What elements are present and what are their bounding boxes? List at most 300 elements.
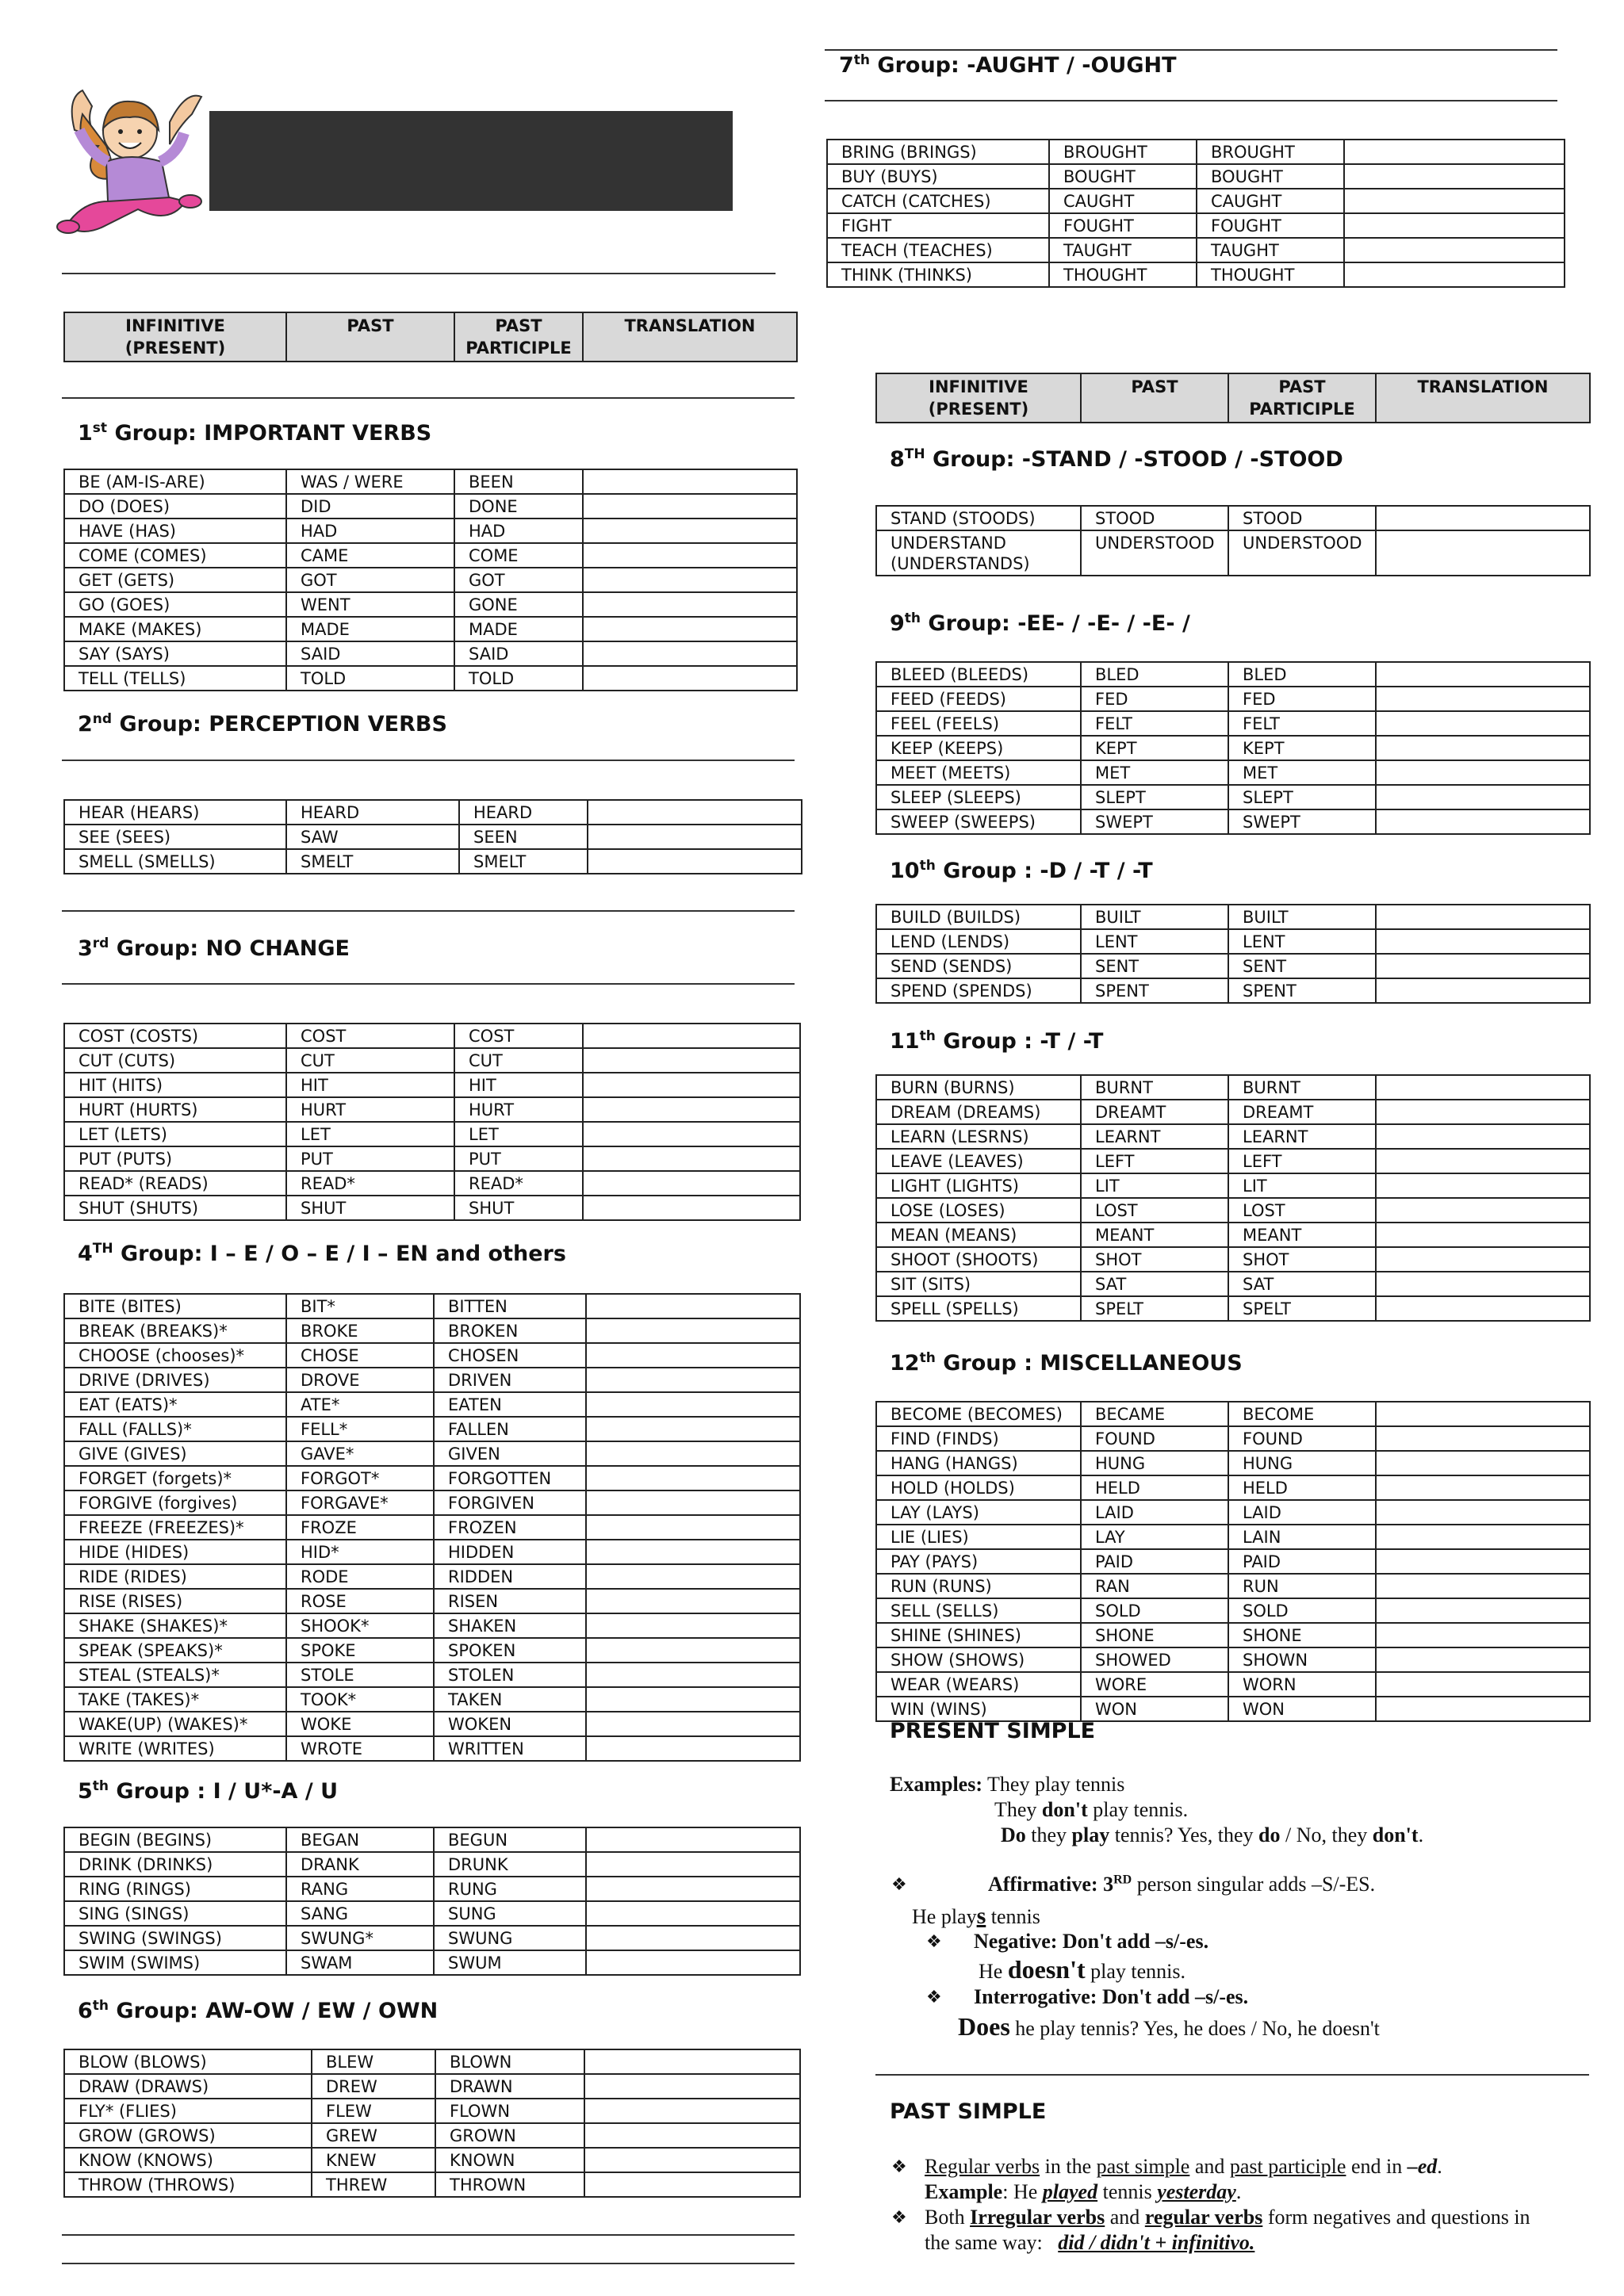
- column-header-left: [63, 312, 798, 362]
- verb-past: LIT: [1081, 1173, 1228, 1198]
- verb-infinitive: BRING (BRINGS): [827, 140, 1049, 164]
- diamond-bullet-icon: ❖: [926, 1987, 942, 2007]
- table-row: [64, 543, 797, 568]
- group-title-4: 4TH Group: I – E / O – E / I – EN and others: [78, 1241, 566, 1266]
- verb-past: FORGOT*: [286, 1466, 434, 1490]
- verb-past: DREW: [312, 2074, 435, 2099]
- verb-translation: [1376, 1549, 1590, 1574]
- table-row: [64, 1368, 800, 1392]
- table-row: [64, 2148, 800, 2172]
- verb-translation: [1344, 238, 1565, 262]
- verb-infinitive: BREAK (BREAKS)*: [64, 1318, 286, 1343]
- table-row: [827, 262, 1565, 287]
- table-row: [827, 189, 1565, 213]
- table-row: [64, 1024, 800, 1048]
- verb-past: SENT: [1081, 954, 1228, 978]
- verb-translation: [1376, 530, 1590, 576]
- verb-past: THOUGHT: [1049, 262, 1197, 287]
- present-simple-title: PRESENT SIMPLE: [890, 1719, 1096, 1743]
- verb-past: LET: [286, 1122, 454, 1146]
- verb-translation: [1376, 1598, 1590, 1623]
- verb-infinitive: FALL (FALLS)*: [64, 1417, 286, 1441]
- verb-past: RODE: [286, 1564, 434, 1589]
- verb-translation: [586, 1368, 800, 1392]
- header-past-participle: PAST PARTICIPLE: [1228, 373, 1376, 423]
- verb-infinitive: SWING (SWINGS): [64, 1926, 286, 1950]
- title-banner: [209, 111, 733, 211]
- verb-past: SMELT: [286, 849, 459, 874]
- header-infinitive: INFINITIVE (PRESENT): [64, 312, 286, 362]
- past-simple-title: PAST SIMPLE: [890, 2099, 1047, 2124]
- table-row: [64, 1441, 800, 1466]
- verb-translation: [583, 1196, 800, 1220]
- verb-past: SWAM: [286, 1950, 434, 1975]
- verb-infinitive: CUT (CUTS): [64, 1048, 286, 1073]
- verb-translation: [584, 2123, 800, 2148]
- table-row: [64, 849, 802, 874]
- verb-infinitive: LOSE (LOSES): [876, 1198, 1081, 1223]
- verb-past: DRANK: [286, 1852, 434, 1877]
- verb-past: HIT: [286, 1073, 454, 1097]
- verb-translation: [586, 1736, 800, 1761]
- verb-infinitive: COME (COMES): [64, 543, 286, 568]
- verb-past: WON: [1081, 1697, 1228, 1721]
- verb-past-participle: FROZEN: [434, 1515, 586, 1540]
- verb-infinitive: MEAN (MEANS): [876, 1223, 1081, 1247]
- verb-past: BECAME: [1081, 1402, 1228, 1426]
- verb-translation: [583, 617, 797, 641]
- header-translation: TRANSLATION: [583, 312, 797, 362]
- verb-past-participle: RISEN: [434, 1589, 586, 1613]
- verb-past-participle: FLOWN: [435, 2099, 584, 2123]
- verb-translation: [1376, 978, 1590, 1003]
- verb-translation: [1344, 213, 1565, 238]
- verb-infinitive: DRINK (DRINKS): [64, 1852, 286, 1877]
- table-row: [876, 1475, 1590, 1500]
- verb-past: SAID: [286, 641, 454, 666]
- verb-infinitive: TEACH (TEACHES): [827, 238, 1049, 262]
- verb-past: THREW: [312, 2172, 435, 2197]
- verb-translation: [586, 1687, 800, 1712]
- verb-translation: [583, 494, 797, 519]
- verb-past: WROTE: [286, 1736, 434, 1761]
- verb-past: HEARD: [286, 800, 459, 825]
- verb-past: LAID: [1081, 1500, 1228, 1525]
- verb-infinitive: WIN (WINS): [876, 1697, 1081, 1721]
- group-title-10: 10th Group : -D / -T / -T: [890, 858, 1153, 883]
- table-row: [64, 1540, 800, 1564]
- verb-infinitive: HIT (HITS): [64, 1073, 286, 1097]
- verb-past: HUNG: [1081, 1451, 1228, 1475]
- table-row: [64, 1196, 800, 1220]
- verb-past-participle: GROWN: [435, 2123, 584, 2148]
- verb-past: HELD: [1081, 1475, 1228, 1500]
- verb-past: FROZE: [286, 1515, 434, 1540]
- verb-past-participle: BURNT: [1228, 1075, 1376, 1100]
- verb-past-participle: DONE: [454, 494, 583, 519]
- verb-infinitive: BE (AM-IS-ARE): [64, 469, 286, 494]
- table-row: [827, 164, 1565, 189]
- verb-infinitive: MAKE (MAKES): [64, 617, 286, 641]
- verb-translation: [584, 2049, 800, 2074]
- verb-past-participle: UNDERSTOOD: [1228, 530, 1376, 576]
- table-row: [827, 238, 1565, 262]
- verb-translation: [586, 1926, 800, 1950]
- verb-past: BEGAN: [286, 1827, 434, 1852]
- table-row: [876, 1296, 1590, 1321]
- verb-past-participle: CAUGHT: [1197, 189, 1344, 213]
- verb-translation: [583, 568, 797, 592]
- past-simple-bullet-2-line-2: the same way: did / didn't + infinitivo.: [925, 2231, 1255, 2254]
- verb-translation: [583, 1073, 800, 1097]
- table-row: [876, 905, 1590, 929]
- verb-past-participle: SPELT: [1228, 1296, 1376, 1321]
- verb-translation: [588, 800, 802, 825]
- verb-translation: [1344, 262, 1565, 287]
- verb-past-participle: FOUGHT: [1197, 213, 1344, 238]
- verb-past: WAS / WERE: [286, 469, 454, 494]
- table-row: [64, 641, 797, 666]
- divider: [825, 49, 1557, 51]
- verb-past: LENT: [1081, 929, 1228, 954]
- verb-translation: [1376, 1500, 1590, 1525]
- verb-past: SHUT: [286, 1196, 454, 1220]
- verb-past-participle: SWUNG: [434, 1926, 586, 1950]
- verb-infinitive: FREEZE (FREEZES)*: [64, 1515, 286, 1540]
- verb-past-participle: SPOKEN: [434, 1638, 586, 1663]
- verb-infinitive: UNDERSTAND (UNDERSTANDS): [876, 530, 1081, 576]
- table-row: [64, 519, 797, 543]
- verb-infinitive: HAVE (HAS): [64, 519, 286, 543]
- verb-infinitive: THROW (THROWS): [64, 2172, 312, 2197]
- table-row: [64, 1515, 800, 1540]
- verb-infinitive: BUILD (BUILDS): [876, 905, 1081, 929]
- verb-past: BUILT: [1081, 905, 1228, 929]
- verb-past: UNDERSTOOD: [1081, 530, 1228, 576]
- table-row: [876, 1402, 1590, 1426]
- verb-infinitive: SHAKE (SHAKES)*: [64, 1613, 286, 1638]
- verb-infinitive: DRAW (DRAWS): [64, 2074, 312, 2099]
- verb-translation: [1376, 1247, 1590, 1272]
- table-row: [64, 1827, 800, 1852]
- table-row: [64, 1950, 800, 1975]
- verb-past-participle: LAID: [1228, 1500, 1376, 1525]
- table-row: [64, 2099, 800, 2123]
- verb-infinitive: WAKE(UP) (WAKES)*: [64, 1712, 286, 1736]
- verb-past-participle: PAID: [1228, 1549, 1376, 1574]
- verb-translation: [1376, 809, 1590, 834]
- verb-infinitive: HURT (HURTS): [64, 1097, 286, 1122]
- verb-infinitive: EAT (EATS)*: [64, 1392, 286, 1417]
- verb-past: SPOKE: [286, 1638, 434, 1663]
- table-row: [876, 1672, 1590, 1697]
- table-row: [876, 736, 1590, 760]
- table-row: [64, 1926, 800, 1950]
- verb-infinitive: SWEEP (SWEEPS): [876, 809, 1081, 834]
- verb-translation: [1376, 662, 1590, 687]
- verb-past-participle: GONE: [454, 592, 583, 617]
- table-row: [876, 1426, 1590, 1451]
- verb-past: SHOOK*: [286, 1613, 434, 1638]
- verb-past-participle: RIDDEN: [434, 1564, 586, 1589]
- verb-past-participle: BEGUN: [434, 1827, 586, 1852]
- verb-infinitive: BITE (BITES): [64, 1294, 286, 1318]
- present-simple-negative-example: He doesn't play tennis.: [979, 1955, 1185, 1984]
- verb-past: LAY: [1081, 1525, 1228, 1549]
- verb-translation: [584, 2074, 800, 2099]
- table-row: [64, 1736, 800, 1761]
- verb-past: FELL*: [286, 1417, 434, 1441]
- verb-past-participle: COME: [454, 543, 583, 568]
- table-row: [876, 687, 1590, 711]
- verb-past-participle: BEEN: [454, 469, 583, 494]
- table-row: [876, 1697, 1590, 1721]
- verb-infinitive: BECOME (BECOMES): [876, 1402, 1081, 1426]
- verb-past: BOUGHT: [1049, 164, 1197, 189]
- verb-table-group-1: [63, 469, 798, 691]
- table-row: [64, 1048, 800, 1073]
- verb-infinitive: FIND (FINDS): [876, 1426, 1081, 1451]
- verb-infinitive: WEAR (WEARS): [876, 1672, 1081, 1697]
- verb-translation: [1376, 1272, 1590, 1296]
- verb-infinitive: DO (DOES): [64, 494, 286, 519]
- verb-translation: [1376, 1475, 1590, 1500]
- verb-translation: [1376, 905, 1590, 929]
- present-simple-affirmative: Affirmative: 3RD person singular adds –S/-ES.: [988, 1873, 1376, 1896]
- verb-past: STOLE: [286, 1663, 434, 1687]
- diamond-bullet-icon: ❖: [926, 1931, 942, 1951]
- verb-table-group-5: [63, 1827, 801, 1976]
- table-row: [64, 1466, 800, 1490]
- table-row: [64, 2074, 800, 2099]
- table-row: [876, 1574, 1590, 1598]
- table-row: [876, 530, 1590, 576]
- table-row: [64, 1122, 800, 1146]
- column-header-right: [875, 373, 1591, 423]
- table-row: [876, 1272, 1590, 1296]
- verb-infinitive: PAY (PAYS): [876, 1549, 1081, 1574]
- verb-past-participle: SLEPT: [1228, 785, 1376, 809]
- verb-past-participle: KNOWN: [435, 2148, 584, 2172]
- divider: [62, 273, 776, 274]
- verb-past: COST: [286, 1024, 454, 1048]
- table-row: [64, 1097, 800, 1122]
- verb-translation: [586, 1294, 800, 1318]
- verb-past-participle: LEFT: [1228, 1149, 1376, 1173]
- verb-infinitive: CHOOSE (chooses)*: [64, 1343, 286, 1368]
- verb-translation: [586, 1318, 800, 1343]
- verb-infinitive: COST (COSTS): [64, 1024, 286, 1048]
- verb-past: HID*: [286, 1540, 434, 1564]
- verb-translation: [583, 543, 797, 568]
- table-row: [64, 1901, 800, 1926]
- verb-past: SPENT: [1081, 978, 1228, 1003]
- table-row: [876, 809, 1590, 834]
- verb-infinitive: SPEAK (SPEAKS)*: [64, 1638, 286, 1663]
- table-row: [876, 978, 1590, 1003]
- verb-translation: [1376, 785, 1590, 809]
- divider: [62, 983, 795, 985]
- verb-translation: [1344, 164, 1565, 189]
- verb-past: SLEPT: [1081, 785, 1228, 809]
- verb-translation: [586, 1877, 800, 1901]
- present-simple-interrogative: Interrogative: Don't add –s/-es.: [974, 1985, 1249, 2008]
- table-row: [64, 1490, 800, 1515]
- jumping-girl-illustration: [51, 82, 214, 241]
- present-simple-example-2: They don't play tennis.: [994, 1798, 1189, 1821]
- verb-past: BROUGHT: [1049, 140, 1197, 164]
- verb-translation: [586, 1490, 800, 1515]
- verb-translation: [1376, 1223, 1590, 1247]
- verb-translation: [1376, 760, 1590, 785]
- verb-infinitive: LIGHT (LIGHTS): [876, 1173, 1081, 1198]
- verb-table-group-7: [826, 139, 1565, 288]
- verb-translation: [583, 1024, 800, 1048]
- divider: [62, 397, 795, 399]
- verb-past-participle: STOOD: [1228, 506, 1376, 530]
- divider: [825, 100, 1557, 101]
- verb-translation: [586, 1417, 800, 1441]
- table-row: [827, 140, 1565, 164]
- divider: [875, 2074, 1589, 2076]
- verb-infinitive: FEED (FEEDS): [876, 687, 1081, 711]
- group-title-12: 12th Group : MISCELLANEOUS: [890, 1350, 1243, 1376]
- verb-past-participle: WORN: [1228, 1672, 1376, 1697]
- verb-translation: [586, 1564, 800, 1589]
- divider: [62, 760, 795, 761]
- verb-past-participle: SHUT: [454, 1196, 583, 1220]
- verb-past-participle: CUT: [454, 1048, 583, 1073]
- verb-past: SWEPT: [1081, 809, 1228, 834]
- diamond-bullet-icon: ❖: [891, 1874, 907, 1894]
- verb-past-participle: SPENT: [1228, 978, 1376, 1003]
- verb-past: WOKE: [286, 1712, 434, 1736]
- verb-past: BIT*: [286, 1294, 434, 1318]
- header-infinitive: INFINITIVE (PRESENT): [876, 373, 1081, 423]
- verb-past-participle: FELT: [1228, 711, 1376, 736]
- group-title-8: 8TH Group: -STAND / -STOOD / -STOOD: [890, 446, 1343, 472]
- table-row: [64, 1613, 800, 1638]
- table-row: [64, 617, 797, 641]
- verb-table-group-11: [875, 1074, 1591, 1322]
- verb-past: BROKE: [286, 1318, 434, 1343]
- verb-past-participle: BLED: [1228, 662, 1376, 687]
- verb-past: FELT: [1081, 711, 1228, 736]
- verb-past-participle: SOLD: [1228, 1598, 1376, 1623]
- verb-translation: [1376, 1296, 1590, 1321]
- verb-past-participle: STOLEN: [434, 1663, 586, 1687]
- verb-infinitive: FEEL (FEELS): [876, 711, 1081, 736]
- verb-infinitive: HANG (HANGS): [876, 1451, 1081, 1475]
- verb-past-participle: THROWN: [435, 2172, 584, 2197]
- verb-translation: [583, 1171, 800, 1196]
- verb-infinitive: DREAM (DREAMS): [876, 1100, 1081, 1124]
- verb-infinitive: FIGHT: [827, 213, 1049, 238]
- verb-infinitive: KEEP (KEEPS): [876, 736, 1081, 760]
- verb-past-participle: LEARNT: [1228, 1124, 1376, 1149]
- verb-past-participle: KEPT: [1228, 736, 1376, 760]
- verb-table-group-6: [63, 2049, 801, 2198]
- verb-past-participle: HAD: [454, 519, 583, 543]
- verb-past: CAUGHT: [1049, 189, 1197, 213]
- table-row: [64, 1318, 800, 1343]
- verb-past: KNEW: [312, 2148, 435, 2172]
- verb-past-participle: READ*: [454, 1171, 583, 1196]
- verb-infinitive: BLOW (BLOWS): [64, 2049, 312, 2074]
- table-row: [64, 1392, 800, 1417]
- verb-translation: [583, 469, 797, 494]
- table-row: [876, 506, 1590, 530]
- verb-translation: [583, 1122, 800, 1146]
- present-simple-interrogative-example: Does he play tennis? Yes, he does / No, he doesn't: [958, 2012, 1380, 2041]
- verb-infinitive: CATCH (CATCHES): [827, 189, 1049, 213]
- verb-past-participle: GOT: [454, 568, 583, 592]
- verb-infinitive: BUY (BUYS): [827, 164, 1049, 189]
- verb-translation: [1376, 1198, 1590, 1223]
- verb-past-participle: SUNG: [434, 1901, 586, 1926]
- verb-past-participle: BROUGHT: [1197, 140, 1344, 164]
- verb-past: MET: [1081, 760, 1228, 785]
- table-row: [876, 662, 1590, 687]
- verb-past-participle: HIT: [454, 1073, 583, 1097]
- verb-past-participle: DRIVEN: [434, 1368, 586, 1392]
- verb-past-participle: GIVEN: [434, 1441, 586, 1466]
- verb-past-participle: SEEN: [459, 825, 588, 849]
- table-row: [876, 1451, 1590, 1475]
- verb-past-participle: BUILT: [1228, 905, 1376, 929]
- verb-past: TOOK*: [286, 1687, 434, 1712]
- verb-infinitive: WRITE (WRITES): [64, 1736, 286, 1761]
- group-title-2: 2nd Group: PERCEPTION VERBS: [78, 711, 447, 737]
- verb-infinitive: LET (LETS): [64, 1122, 286, 1146]
- verb-translation: [1376, 1075, 1590, 1100]
- table-row: [876, 954, 1590, 978]
- table-row: [876, 760, 1590, 785]
- verb-past: BLED: [1081, 662, 1228, 687]
- verb-table-group-9: [875, 661, 1591, 835]
- verb-infinitive: STEAL (STEALS)*: [64, 1663, 286, 1687]
- verb-past-participle: LENT: [1228, 929, 1376, 954]
- group-title-5: 5th Group : I / U*-A / U: [78, 1778, 339, 1804]
- verb-past-participle: MET: [1228, 760, 1376, 785]
- table-row: [876, 1598, 1590, 1623]
- verb-translation: [586, 1466, 800, 1490]
- verb-infinitive: LEARN (LESRNS): [876, 1124, 1081, 1149]
- verb-infinitive: BURN (BURNS): [876, 1075, 1081, 1100]
- verb-past-participle: SAT: [1228, 1272, 1376, 1296]
- table-row: [64, 1146, 800, 1171]
- verb-past-participle: THOUGHT: [1197, 262, 1344, 287]
- verb-translation: [586, 1589, 800, 1613]
- verb-infinitive: HOLD (HOLDS): [876, 1475, 1081, 1500]
- verb-translation: [586, 1515, 800, 1540]
- table-row: [876, 1149, 1590, 1173]
- verb-translation: [584, 2172, 800, 2197]
- verb-past-participle: HEARD: [459, 800, 588, 825]
- verb-translation: [586, 1712, 800, 1736]
- verb-translation: [586, 1392, 800, 1417]
- verb-past: SWUNG*: [286, 1926, 434, 1950]
- verb-past: SOLD: [1081, 1598, 1228, 1623]
- table-row: [64, 800, 802, 825]
- group-title-11: 11th Group : -T / -T: [890, 1028, 1104, 1054]
- verb-infinitive: TAKE (TAKES)*: [64, 1687, 286, 1712]
- diamond-bullet-icon: ❖: [891, 2207, 907, 2227]
- verb-translation: [1376, 929, 1590, 954]
- verb-past: CAME: [286, 543, 454, 568]
- verb-past-participle: MADE: [454, 617, 583, 641]
- group-title-6: 6th Group: AW-OW / EW / OWN: [78, 1998, 439, 2023]
